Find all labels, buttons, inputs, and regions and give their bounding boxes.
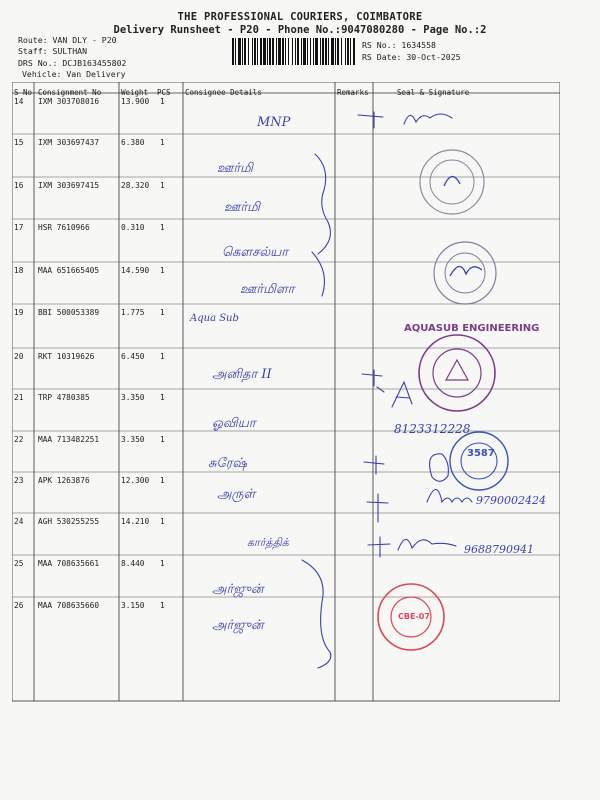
handwritten-name: MNP bbox=[257, 115, 291, 130]
barcode-bar bbox=[292, 38, 293, 65]
barcode-bar bbox=[269, 38, 271, 65]
handwritten-name: ஓவியா bbox=[212, 416, 256, 431]
handwritten-name: ஊர்மிளா bbox=[240, 282, 295, 297]
barcode-bar bbox=[320, 38, 321, 65]
drs-number: DRS No.: DCJB163455802 bbox=[18, 58, 127, 68]
row-weight: 6.380 bbox=[121, 138, 145, 147]
handwritten-name: கௌசல்யா bbox=[222, 245, 289, 260]
row-weight: 0.310 bbox=[121, 223, 145, 232]
barcode-bar bbox=[282, 38, 284, 65]
barcode bbox=[232, 38, 356, 65]
barcode-bar bbox=[272, 38, 274, 65]
bank-stamp bbox=[448, 430, 510, 492]
row-sno: 25 bbox=[14, 559, 24, 568]
barcode-bar bbox=[232, 38, 234, 65]
rs-number: RS No.: 1634558 bbox=[362, 40, 436, 50]
row-consignment: BBI 500053389 bbox=[38, 308, 100, 317]
salzer-stamp-code: CBE-07 bbox=[398, 612, 430, 621]
row-sno: 23 bbox=[14, 476, 24, 485]
row-weight: 3.150 bbox=[121, 601, 145, 610]
barcode-bar bbox=[297, 38, 299, 65]
row-sno: 21 bbox=[14, 393, 24, 402]
barcode-bar bbox=[341, 38, 342, 65]
row-weight: 6.450 bbox=[121, 352, 145, 361]
row-consignment: IXM 303697437 bbox=[38, 138, 100, 147]
handwritten-phone: 9688790941 bbox=[464, 543, 534, 556]
row-pcs: 1 bbox=[160, 476, 165, 485]
row-pcs: 1 bbox=[160, 393, 165, 402]
barcode-bar bbox=[252, 38, 253, 65]
vehicle-label: Vehicle: Van Delivery bbox=[22, 69, 126, 79]
row-sno: 15 bbox=[14, 138, 24, 147]
route-label: Route: VAN DLY - P20 bbox=[18, 35, 117, 45]
row-weight: 8.440 bbox=[121, 559, 145, 568]
row-weight: 13.900 bbox=[121, 97, 150, 106]
row-sno: 16 bbox=[14, 181, 24, 190]
barcode-bar bbox=[337, 38, 339, 65]
row-consignment: MAA 713482251 bbox=[38, 435, 100, 444]
barcode-bar bbox=[315, 38, 318, 65]
handwritten-name: அனிதா II bbox=[212, 367, 272, 382]
col-pcs-header: PCS bbox=[157, 88, 171, 97]
row-pcs: 1 bbox=[160, 138, 165, 147]
handwritten-name: ஊர்மி bbox=[224, 200, 260, 215]
row-sno: 14 bbox=[14, 97, 24, 106]
row-pcs: 1 bbox=[160, 266, 165, 275]
barcode-bar bbox=[276, 38, 277, 65]
barcode-bar bbox=[301, 38, 302, 65]
barcode-bar bbox=[325, 38, 327, 65]
col-sno-header: S No bbox=[14, 88, 33, 97]
row-consignment: TRP 4780385 bbox=[38, 393, 90, 402]
barcode-bar bbox=[244, 38, 246, 65]
row-consignment: MAA 651665405 bbox=[38, 266, 100, 275]
row-consignment: MAA 708635661 bbox=[38, 559, 100, 568]
col-seal-header: Seal & Signature bbox=[397, 88, 470, 97]
row-sno: 20 bbox=[14, 352, 24, 361]
handwritten-name: அர்ஜுன் bbox=[212, 582, 264, 597]
barcode-bar bbox=[238, 38, 241, 65]
row-pcs: 1 bbox=[160, 223, 165, 232]
barcode-bar bbox=[335, 38, 336, 65]
row-pcs: 1 bbox=[160, 601, 165, 610]
barcode-bar bbox=[307, 38, 308, 65]
barcode-bar bbox=[345, 38, 346, 65]
row-pcs: 1 bbox=[160, 181, 165, 190]
row-weight: 12.300 bbox=[121, 476, 150, 485]
barcode-bar bbox=[254, 38, 256, 65]
row-pcs: 1 bbox=[160, 559, 165, 568]
row-sno: 26 bbox=[14, 601, 24, 610]
row-weight: 28.320 bbox=[121, 181, 150, 190]
row-sno: 17 bbox=[14, 223, 24, 232]
row-weight: 14.590 bbox=[121, 266, 150, 275]
handwritten-name: அர்ஜுன் bbox=[212, 618, 264, 633]
barcode-bar bbox=[248, 38, 249, 65]
row-consignment: APK 1263876 bbox=[38, 476, 90, 485]
row-pcs: 1 bbox=[160, 352, 165, 361]
rs-date: RS Date: 30-Oct-2025 bbox=[362, 52, 461, 62]
barcode-bar bbox=[303, 38, 306, 65]
barcode-bar bbox=[285, 38, 286, 65]
barcode-bar bbox=[313, 38, 314, 65]
row-pcs: 1 bbox=[160, 435, 165, 444]
row-consignment: RKT 10319626 bbox=[38, 352, 95, 361]
seal-stamp bbox=[418, 148, 486, 216]
row-pcs: 1 bbox=[160, 97, 165, 106]
bank-stamp-code: 3587 bbox=[467, 448, 495, 459]
runsheet-title: Delivery Runsheet - P20 - Phone No.:9047080280 - Page No.:2 bbox=[113, 24, 487, 36]
barcode-bar bbox=[260, 38, 262, 65]
barcode-bar bbox=[263, 38, 266, 65]
row-consignment: MAA 708635660 bbox=[38, 601, 100, 610]
row-weight: 3.350 bbox=[121, 393, 145, 402]
row-sno: 22 bbox=[14, 435, 24, 444]
barcode-bar bbox=[257, 38, 258, 65]
barcode-bar bbox=[328, 38, 329, 65]
barcode-bar bbox=[267, 38, 268, 65]
col-consignee-header: Consignee Details bbox=[185, 88, 262, 97]
barcode-bar bbox=[278, 38, 281, 65]
handwritten-name: ஊர்மி bbox=[217, 161, 253, 176]
row-sno: 19 bbox=[14, 308, 24, 317]
row-weight: 1.775 bbox=[121, 308, 145, 317]
handwritten-name: சுரேஷ் bbox=[208, 456, 247, 471]
handwritten-name: கார்த்திக் bbox=[247, 536, 289, 549]
barcode-bar bbox=[235, 38, 236, 65]
handwritten-phone: 9790002424 bbox=[476, 494, 546, 507]
barcode-bar bbox=[331, 38, 334, 65]
handwritten-phone: 8123312228 bbox=[394, 422, 471, 436]
company-stamp bbox=[416, 332, 498, 414]
col-remarks-header: Remarks bbox=[337, 88, 369, 97]
barcode-bar bbox=[350, 38, 351, 65]
row-weight: 14.210 bbox=[121, 517, 150, 526]
company-name: THE PROFESSIONAL COURIERS, COIMBATORE bbox=[177, 11, 423, 23]
row-consignment: IXM 303697415 bbox=[38, 181, 100, 190]
barcode-bar bbox=[288, 38, 289, 65]
runsheet-table bbox=[12, 82, 560, 702]
seal-stamp bbox=[432, 240, 498, 306]
col-consignment-header: Consignment No bbox=[38, 88, 102, 97]
barcode-bar bbox=[353, 38, 355, 65]
row-weight: 3.350 bbox=[121, 435, 145, 444]
row-sno: 18 bbox=[14, 266, 24, 275]
row-consignment: AGH 530255255 bbox=[38, 517, 100, 526]
company-stamp-text: AQUASUB ENGINEERING bbox=[404, 323, 540, 334]
row-consignment: HSR 7610966 bbox=[38, 223, 90, 232]
row-sno: 24 bbox=[14, 517, 24, 526]
staff-label: Staff: SULTHAN bbox=[18, 46, 88, 56]
col-weight-header: Weight bbox=[121, 88, 149, 97]
barcode-bar bbox=[295, 38, 296, 65]
barcode-bar bbox=[310, 38, 311, 65]
handwritten-name: அருள் bbox=[217, 487, 256, 502]
row-pcs: 1 bbox=[160, 308, 165, 317]
barcode-bar bbox=[347, 38, 349, 65]
barcode-bar bbox=[322, 38, 324, 65]
row-pcs: 1 bbox=[160, 517, 165, 526]
row-consignment: IXM 303708016 bbox=[38, 97, 100, 106]
barcode-bar bbox=[242, 38, 243, 65]
handwritten-name: Aqua Sub bbox=[190, 313, 239, 324]
